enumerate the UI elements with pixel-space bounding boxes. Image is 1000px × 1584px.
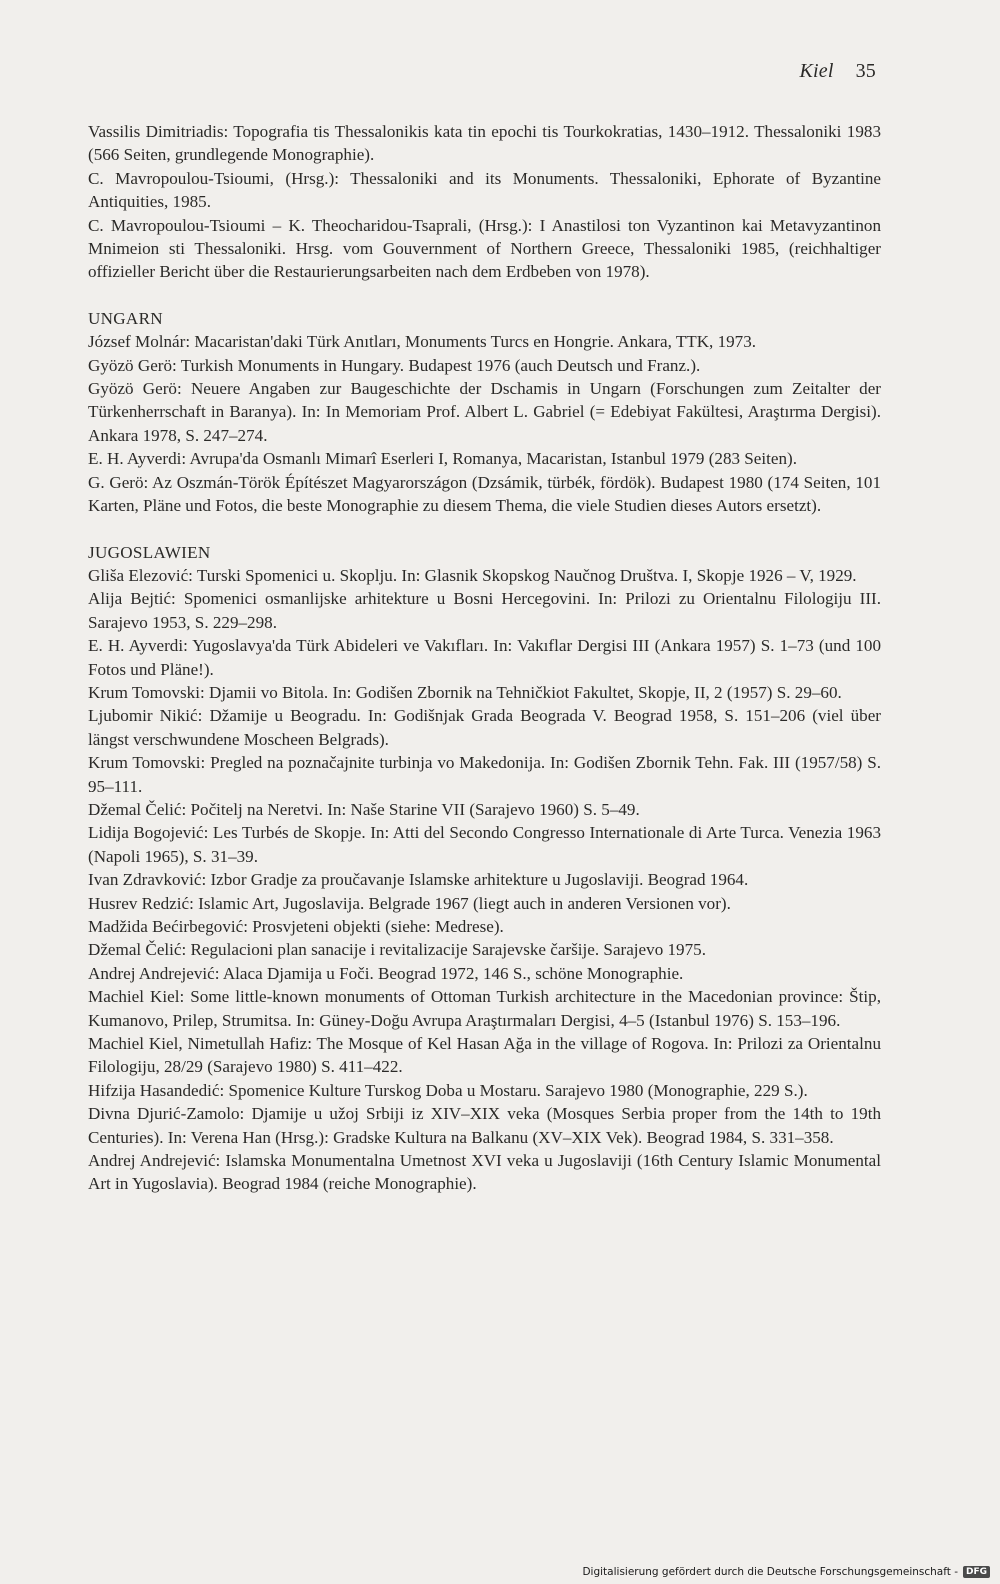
bibliography-entry: G. Gerö: Az Oszmán-Török Építészet Magyarországon (Dzsámik, türbék, fördök). Budapest 1980 (174 Seiten, 101 Karten, Pläne und Fotos, die beste Monographie zu diesem Thema, die viele Studien dieses Autors ersetzt). <box>88 472 881 516</box>
bibliography-entry: Džemal Čelić: Regulacioni plan sanacije i revitalizacije Sarajevske čaršije. Sarajevo 1975. <box>88 940 706 960</box>
bibliography-entry: E. H. Ayverdi: Avrupa'da Osmanlı Mimarî Eserleri I, Romanya, Macaristan, Istanbul 1979 (283 Seiten). <box>88 449 797 469</box>
bibliography-entry: Krum Tomovski: Pregled na poznačajnite turbinja vo Makedonija. In: Godišen Zbornik Tehn. Fak. III (1957/58) S. 95–111. <box>88 753 881 796</box>
bibliography-entry: Gliša Elezović: Turski Spomenici u. Skoplju. In: Glasnik Skopskog Naučnog Društva. I, Skopje 1926 – V, 1929. <box>88 565 857 585</box>
dfg-logo: DFG <box>963 1566 990 1578</box>
bibliography-entry: Ljubomir Nikić: Džamije u Beogradu. In: Godišnjak Grada Beograda V. Beograd 1958, S. 151–206 (viel über längst verschwundene Moscheen Belgrads). <box>88 706 881 749</box>
page-number: 35 <box>855 60 876 82</box>
bibliography-entry: Hifzija Hasandedić: Spomenice Kulture Turskog Doba u Mostaru. Sarajevo 1980 (Monographie, 229 S.). <box>88 1080 808 1100</box>
section-heading: JUGOSLAWIEN <box>88 542 211 562</box>
bibliography-entry: Ivan Zdravković: Izbor Gradje za proučavanje Islamske arhitekture u Jugoslaviji. Beograd 1964. <box>88 870 749 890</box>
bibliography-entry: Alija Bejtić: Spomenici osmanlijske arhitekture u Bosni Hercegovini. In: Prilozi zu Orientalnu Filologiju III. Sarajevo 1953, S. 229–298. <box>88 589 881 632</box>
bibliography-entry: József Molnár: Macaristan'daki Türk Anıtları, Monuments Turcs en Hongrie. Ankara, TTK, 1973. <box>88 332 757 352</box>
running-header <box>799 60 876 83</box>
bibliography-body <box>88 120 881 1196</box>
bibliography-entry: Lidija Bogojević: Les Turbés de Skopje. In: Atti del Secondo Congresso Internationale di Arte Turca. Venezia 1963 (Napoli 1965), S. 31–39. <box>88 823 881 866</box>
bibliography-section <box>88 120 881 284</box>
bibliography-entry: Divna Djurić-Zamolo: Djamije u užoj Srbiji iz XIV–XIX veka (Mosques Serbia proper from the 14th to 19th Centuries). In: Verena Han (Hrsg.): Gradske Kultura na Balkanu (XV–XIX Vek). Beograd 1984, S. 331–358. <box>88 1104 881 1147</box>
bibliography-section <box>88 541 881 1196</box>
bibliography-section <box>88 307 881 518</box>
bibliography-entry: E. H. Ayverdi: Yugoslavya'da Türk Abideleri ve Vakıfları. In: Vakıflar Dergisi III (Ankara 1957) S. 1–73 (und 100 Fotos und Pläne!). <box>88 636 881 679</box>
bibliography-entry: Andrej Andrejević: Islamska Monumentalna Umetnost XVI veka u Jugoslaviji (16th Century Islamic Monumental Art in Yugoslavia). Beograd 1984 (reiche Monographie). <box>88 1151 881 1194</box>
bibliography-entry: Machiel Kiel, Nimetullah Hafiz: The Mosque of Kel Hasan Ağa in the village of Rogova. In: Prilozi za Orientalnu Filologiju, 28/29 (Sarajevo 1980) S. 411–422. <box>88 1034 881 1077</box>
bibliography-entry: C. Mavropoulou-Tsioumi – K. Theocharidou-Tsaprali, (Hrsg.): I Anastilosi ton Vyzantinon kai Metavyzantinon Mnimeion sti Thessaloniki. Hrsg. vom Gouvernment of Northern Greece, Thessaloniki 1985, (reichhaltiger offizieller Bericht über die Restaurierungsarbeiten nach dem Erdbeben von 1978). <box>88 215 881 282</box>
footer-text: Digitalisierung gefördert durch die Deutsche Forschungsgemeinschaft - <box>582 1566 958 1578</box>
bibliography-entry: C. Mavropoulou-Tsioumi, (Hrsg.): Thessaloniki and its Monuments. Thessaloniki, Ephorate of Byzantine Antiquities, 1985. <box>88 168 881 212</box>
bibliography-entry: Husrev Redzić: Islamic Art, Jugoslavija. Belgrade 1967 (liegt auch in anderen Versionen vor). <box>88 893 731 913</box>
bibliography-entry: Andrej Andrejević: Alaca Djamija u Foči. Beograd 1972, 146 S., schöne Monographie. <box>88 963 684 983</box>
bibliography-entry: Machiel Kiel: Some little-known monuments of Ottoman Turkish architecture in the Macedonian province: Štip, Kumanovo, Prilep, Strumitsa. In: Güney-Doğu Avrupa Araştırmaları Dergisi, 4–5 (Istanbul 1976) S. 153–196. <box>88 987 881 1030</box>
bibliography-entry: Madžida Bećirbegović: Prosvjeteni objekti (siehe: Medrese). <box>88 917 504 936</box>
bibliography-entry: Gyözö Gerö: Turkish Monuments in Hungary. Budapest 1976 (auch Deutsch und Franz.). <box>88 355 701 375</box>
digitization-footer <box>582 1566 990 1578</box>
bibliography-entry: Gyözö Gerö: Neuere Angaben zur Baugeschichte der Dschamis in Ungarn (Forschungen zum Zeitalter der Türkenherrschaft in Baranya). In: In Memoriam Prof. Albert L. Gabriel (= Edebiyat Fakültesi, Araştırma Dergisi). Ankara 1978, S. 247–274. <box>88 379 881 445</box>
bibliography-entry: Džemal Čelić: Počitelj na Neretvi. In: Naše Starine VII (Sarajevo 1960) S. 5–49. <box>88 799 640 819</box>
bibliography-entry: Vassilis Dimitriadis: Topografia tis Thessalonikis kata tin epochi tis Tourkokratias, 1430–1912. Thessaloniki 1983 (566 Seiten, grundlegende Monographie). <box>88 122 881 165</box>
running-title: Kiel <box>799 60 834 82</box>
bibliography-entry: Krum Tomovski: Djamii vo Bitola. In: Godišen Zbornik na Tehničkiot Fakultet, Skopje, II, 2 (1957) S. 29–60. <box>88 682 842 702</box>
section-heading: UNGARN <box>88 308 163 328</box>
